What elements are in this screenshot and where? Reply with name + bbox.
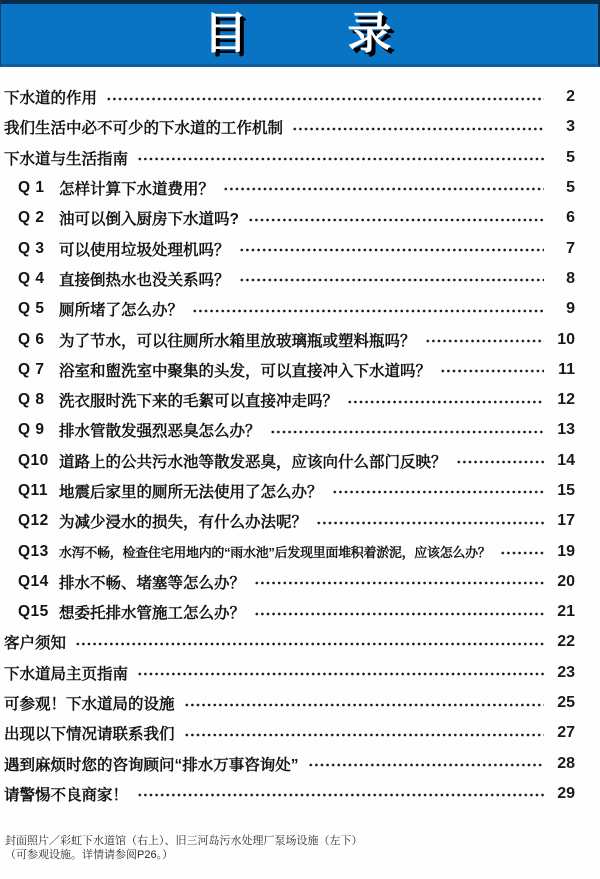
page-number: 20 (557, 572, 575, 590)
toc-entry-title: 我们生活中必不可少的下水道的工作机制 (4, 120, 284, 138)
toc-row (4, 749, 575, 779)
toc-row (4, 82, 575, 112)
page-number: 13 (557, 421, 575, 439)
toc-row (4, 294, 575, 324)
footer-caption-line2: （可参观设施。详情请参阅P26。） (5, 849, 174, 862)
toc-entry-title: 厕所堵了怎么办？ (59, 302, 184, 320)
toc-row (4, 355, 575, 385)
dot-leader (192, 294, 544, 324)
dot-leader (75, 627, 544, 657)
page-number: 14 (557, 451, 575, 469)
toc-row (4, 476, 575, 506)
toc-entry-title: 排水管散发强烈恶臭怎么办？ (59, 423, 261, 441)
toc-row (4, 597, 575, 627)
dot-leader (254, 597, 544, 627)
toc-row (4, 385, 575, 415)
dot-leader (106, 82, 544, 112)
toc-entry-title: 排水不畅、堵塞等怎么办？ (59, 574, 246, 592)
question-label: Q 7 (18, 360, 45, 378)
toc-row (4, 203, 575, 233)
page-number: 2 (566, 88, 575, 106)
toc-row (4, 627, 575, 657)
dot-leader (239, 264, 544, 294)
toc-row (4, 779, 575, 809)
dot-leader (184, 688, 544, 718)
toc-entry-title: 下水道局主页指南 (4, 665, 129, 683)
dot-leader (239, 233, 544, 263)
page-number: 27 (557, 724, 575, 742)
toc-row (4, 143, 575, 173)
toc-row (4, 233, 575, 263)
dot-leader (456, 446, 544, 476)
page-number: 11 (558, 360, 575, 378)
toc-entry-title: 道路上的公共污水池等散发恶臭，应该向什么部门反映？ (59, 453, 447, 471)
toc-entry-title: 浴室和盥洗室中聚集的头发，可以直接冲入下水道吗？ (59, 362, 432, 380)
toc-list (0, 67, 600, 809)
question-label: Q13 (18, 542, 49, 560)
question-label: Q 8 (18, 391, 45, 409)
toc-row (4, 446, 575, 476)
question-label: Q14 (18, 572, 49, 590)
toc-row (4, 658, 575, 688)
question-label: Q12 (18, 512, 49, 530)
footer-note (5, 834, 600, 862)
dot-leader (137, 143, 544, 173)
toc-row (4, 112, 575, 142)
dot-leader (137, 779, 544, 809)
dot-leader (292, 112, 544, 142)
toc-row (4, 415, 575, 445)
toc-row (4, 688, 575, 718)
toc-entry-title: 水泻不畅，检查住宅用地内的“雨水池”后发现里面堆积着淤泥，应该怎么办？ (59, 545, 491, 561)
toc-entry-title: 客户须知 (4, 635, 67, 653)
toc-entry-title: 为了节水，可以往厕所水箱里放玻璃瓶或塑料瓶吗？ (59, 332, 416, 350)
dot-leader (316, 506, 544, 536)
page-number: 19 (557, 542, 575, 560)
page-number: 9 (566, 300, 575, 318)
toc-entry-title: 地震后家里的厕所无法使用了怎么办？ (59, 484, 323, 501)
dot-leader (270, 415, 544, 445)
page-number: 17 (557, 512, 575, 530)
toc-entry-title: 请警惕不良商家！ (4, 786, 129, 804)
toc-row (4, 536, 575, 566)
question-label: Q 9 (18, 421, 45, 439)
toc-entry-title: 遇到麻烦时您的咨询顾问“排水万事咨询处” (4, 756, 299, 774)
header-banner (0, 0, 600, 67)
page-number: 10 (557, 330, 575, 348)
toc-entry-title: 出现以下情况请联系我们 (4, 726, 175, 744)
dot-leader (440, 355, 544, 385)
dot-leader (254, 567, 544, 597)
page-number: 3 (566, 118, 575, 136)
dot-leader (137, 658, 544, 688)
dot-leader (184, 718, 544, 748)
page-number: 5 (566, 179, 575, 197)
page-number: 21 (557, 603, 575, 621)
toc-entry-title: 可参观！下水道局的设施 (4, 696, 175, 714)
page-number: 29 (557, 784, 575, 802)
toc-entry-title: 想委托排水管施工怎么办？ (59, 605, 246, 623)
page-number: 15 (557, 482, 575, 499)
toc-row (4, 173, 575, 203)
toc-row (4, 567, 575, 597)
toc-row (4, 324, 575, 354)
page-number: 7 (566, 239, 575, 257)
question-label: Q 6 (18, 330, 45, 348)
page-number: 6 (566, 209, 575, 227)
question-label: Q10 (18, 451, 49, 469)
toc-row (4, 506, 575, 536)
footer-caption-line1: 封面照片／彩虹下水道馆（右上）、旧三河岛污水处理厂泵场设施（左下） (5, 835, 363, 848)
dot-leader (332, 476, 544, 506)
dot-leader (248, 203, 544, 233)
toc-row (4, 264, 575, 294)
dot-leader (500, 536, 544, 566)
question-label: Q 4 (18, 269, 45, 287)
question-label: Q 3 (18, 239, 45, 257)
question-label: Q 5 (18, 300, 45, 318)
question-label: Q11 (18, 482, 48, 499)
toc-entry-title: 可以使用垃圾处理机吗？ (59, 241, 230, 259)
toc-entry-title: 下水道与生活指南 (4, 150, 129, 168)
dot-leader (347, 385, 544, 415)
dot-leader (223, 173, 544, 203)
page-title: 目 录 (203, 9, 396, 58)
page-number: 8 (566, 269, 575, 287)
page-number: 25 (557, 694, 575, 712)
dot-leader (308, 749, 544, 779)
page-number: 23 (557, 663, 575, 681)
toc-entry-title: 直接倒热水也没关系吗？ (59, 271, 230, 289)
toc-entry-title: 洗衣服时洗下来的毛絮可以直接冲走吗？ (59, 393, 339, 411)
page-number: 12 (557, 391, 575, 409)
question-label: Q 1 (18, 179, 45, 197)
question-label: Q15 (18, 603, 49, 621)
toc-row (4, 718, 575, 748)
page-number: 28 (557, 754, 575, 772)
toc-entry-title: 怎样计算下水道费用？ (59, 181, 215, 199)
toc-entry-title: 为减少浸水的损失，有什么办法呢？ (59, 514, 308, 532)
toc-entry-title: 油可以倒入厨房下水道吗? (59, 211, 239, 229)
page-number: 5 (566, 148, 575, 166)
page-number: 22 (557, 633, 575, 651)
toc-entry-title: 下水道的作用 (4, 90, 98, 108)
dot-leader (425, 324, 544, 354)
question-label: Q 2 (18, 209, 45, 227)
